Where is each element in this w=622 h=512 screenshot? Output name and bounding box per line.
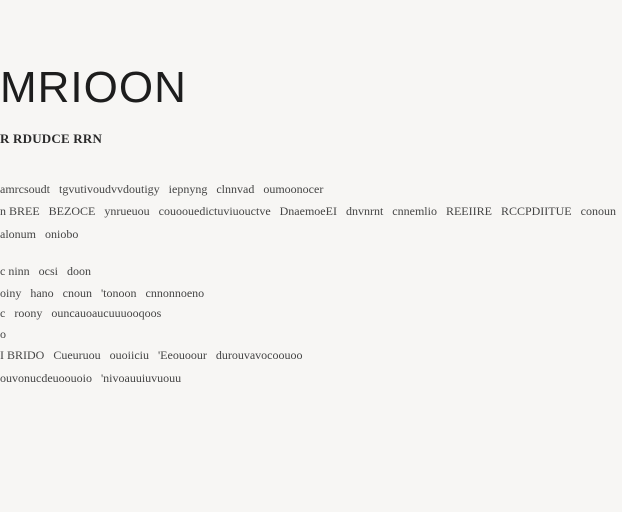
word: alonum <box>0 227 36 241</box>
word: n BREE <box>0 204 40 218</box>
text-line-8 <box>0 348 308 362</box>
word: c ninn <box>0 264 30 278</box>
document-title: MRIOON <box>0 63 187 112</box>
word: Cueuruou <box>53 348 101 362</box>
word: oiny <box>0 286 22 300</box>
word: couoouedictuviuouctve <box>158 204 271 218</box>
word: amrcsoudt <box>0 182 50 196</box>
text-line-7 <box>0 327 12 341</box>
word: ouvonucdeuoouoio <box>0 371 92 385</box>
word: ynrueuou <box>104 204 150 218</box>
word: conoun <box>580 204 616 218</box>
word: cnnonnoeno <box>145 286 205 300</box>
document-subtitle: R RDUDCE RRN <box>0 131 103 146</box>
text-line-9 <box>0 371 187 385</box>
word: hano <box>30 286 54 300</box>
text-line-2 <box>0 204 622 218</box>
word: REEIIRE <box>445 204 492 218</box>
word: doon <box>67 264 92 278</box>
word: ouncauoaucuuuooqoos <box>51 306 162 320</box>
word: iepnyng <box>168 182 208 196</box>
word: o <box>0 327 6 341</box>
word: BEZOCE <box>48 204 96 218</box>
text-line-3 <box>0 227 84 241</box>
word: I BRIDO <box>0 348 45 362</box>
word: ouoiiciu <box>109 348 149 362</box>
word: durouvavocoouoo <box>215 348 303 362</box>
word: 'Eeouoour <box>158 348 207 362</box>
text-line-5 <box>0 286 210 300</box>
word: RCCPDIITUE <box>500 204 572 218</box>
word: dnvnrnt <box>345 204 384 218</box>
word: c <box>0 306 6 320</box>
text-line-1 <box>0 182 329 196</box>
word: DnaemoeEI <box>279 204 337 218</box>
word: ocsi <box>38 264 59 278</box>
word: cnoun <box>62 286 92 300</box>
word: 'nivoauuiuvuouu <box>101 371 182 385</box>
word: tgvutivoudvvdoutigy <box>59 182 160 196</box>
word: clnnvad <box>216 182 255 196</box>
text-line-4 <box>0 264 97 278</box>
text-line-6 <box>0 306 167 320</box>
word: oumoonocer <box>263 182 324 196</box>
word: cnnemlio <box>392 204 437 218</box>
word: 'tonoon <box>101 286 137 300</box>
word: oniobo <box>45 227 79 241</box>
word: roony <box>14 306 43 320</box>
